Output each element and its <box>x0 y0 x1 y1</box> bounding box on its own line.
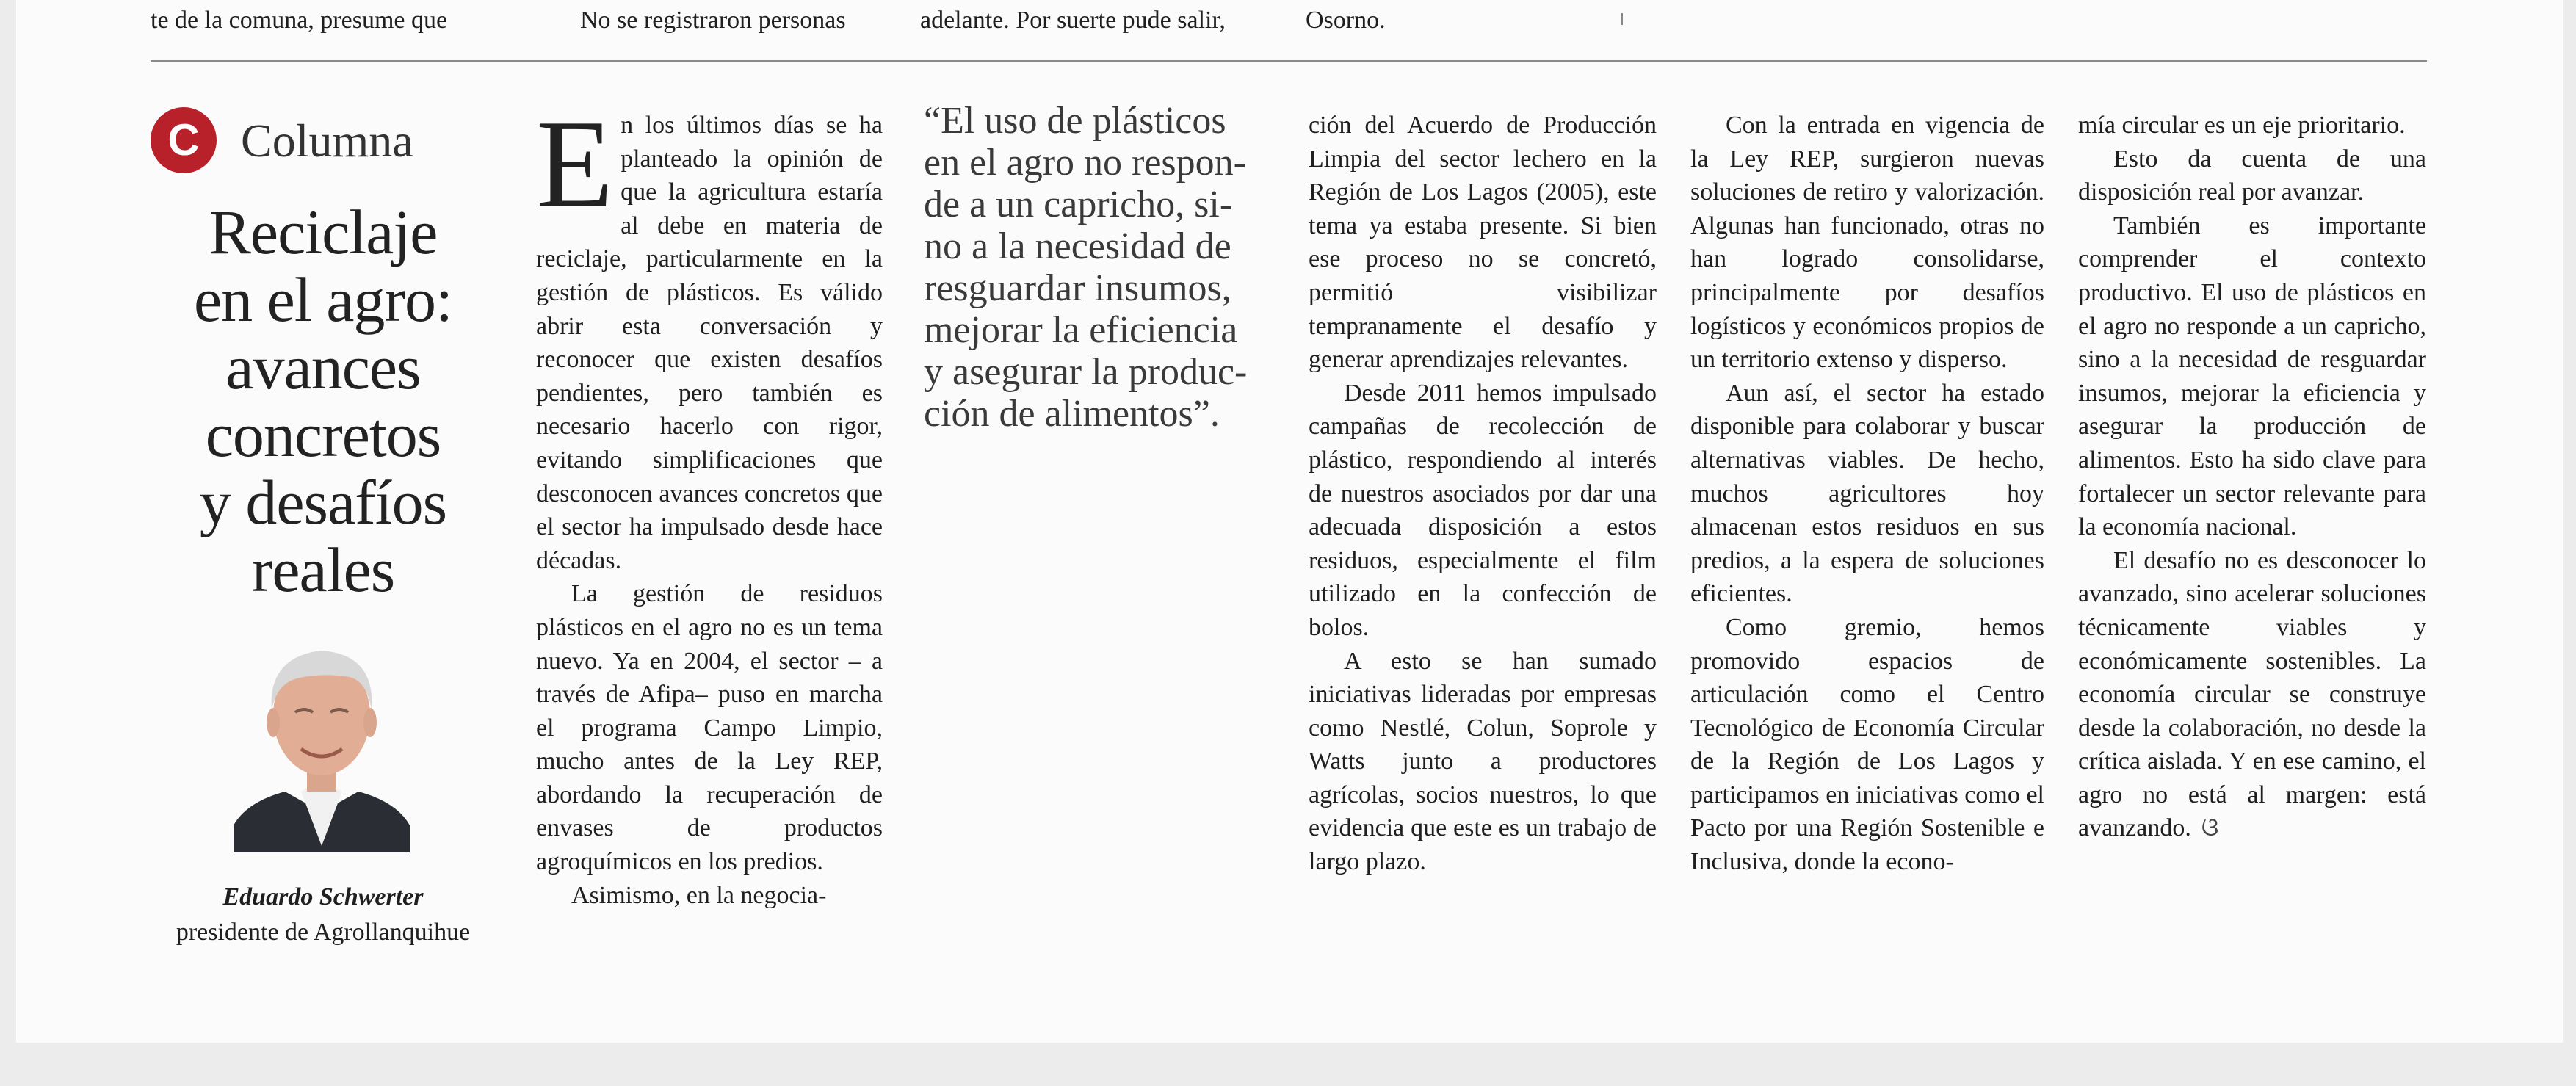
headline-line: concretos <box>205 399 441 470</box>
paragraph: A esto se han sumado iniciativas lideradas por empresas como Nestlé, Colun, Soprole y Watts junto a productores agrícolas, socios nuestros, lo que evidencia que este es un trabajo de largo plazo. <box>1309 647 1657 876</box>
author-name: Eduardo Schwerter <box>222 883 424 911</box>
pull-quote <box>924 100 1262 435</box>
paragraph: El desafío no es desconocer lo avanzado, sino acelerar soluciones técnicamente viables y económicamente sostenibles. La economía circular se construye desde la colaboración, no desde la crítica aislada. Y en ese camino, el agro no está al margen: está avanzando. <box>2078 546 2426 842</box>
top-snippet-3: adelante. Por suerte pude salir, <box>920 7 1226 34</box>
headline <box>151 198 496 604</box>
article-column-1 <box>536 95 883 912</box>
pull-quote-line: resguardar insumos, <box>924 267 1231 309</box>
paragraph: Esto da cuenta de una disposición real por avanzar. <box>2078 145 2426 206</box>
paragraph: También es importante comprender el contexto productivo. El uso de plásticos en el agro no responde a un capricho, sino a la necesidad de resguardar insumos, mejorar la eficiencia y asegurar la producción de alimentos. Esto ha sido clave para fortalecer un sector relevante para la economía nacional. <box>2078 211 2426 541</box>
article-column-4 <box>1690 109 2044 879</box>
article-column-5 <box>2078 109 2426 845</box>
paragraph: Aun así, el sector ha estado disponible para colaborar y buscar alternativas viables. De hecho, muchos agricultores hoy almacenan estos residuos en sus predios, a la espera de soluciones eficientes. <box>1690 379 2044 608</box>
pull-quote-line: de a un capricho, si- <box>924 184 1233 225</box>
pull-quote-line: ción de alimentos”. <box>924 393 1220 435</box>
headline-line: en el agro: <box>194 264 452 335</box>
paragraph: n los últimos días se ha planteado la opinión de que la agricultura estaría al debe en materia de reciclaje, particularmente en la gestión de plásticos. Es válido abrir esta conversación y reconocer que existen desafíos pendientes, pero también es necesario hacerlo con rigor, evitando simplificaciones que desconocen avances concretos que el sector ha impulsado desde hace décadas. <box>536 112 883 574</box>
top-snippet-1: te de la comuna, presume que <box>151 7 448 34</box>
pull-quote-line: “El uso de plásticos <box>924 100 1226 142</box>
pull-quote-line: en el agro no respon- <box>924 142 1246 184</box>
article-column-3 <box>1309 109 1657 879</box>
headline-line: Reciclaje <box>209 197 438 267</box>
section-rule <box>151 60 2427 62</box>
section-label: Columna <box>241 115 413 167</box>
column-tick <box>1621 13 1623 25</box>
author-portrait <box>234 629 410 852</box>
top-snippet-4: Osorno. <box>1306 7 1386 34</box>
paragraph: mía circular es un eje prioritario. <box>2078 112 2406 139</box>
paragraph: ción del Acuerdo de Producción Limpia del sector lechero en la Región de Los Lagos (2005), este tema ya estaba presente. Si bien ese proceso no se concretó, permitió visibilizar tempranamente el desafío y generar aprendizajes relevantes. <box>1309 112 1657 374</box>
end-mark-icon: ଓ <box>2201 813 2219 843</box>
pull-quote-line: mejorar la eficiencia <box>924 309 1238 351</box>
top-snippet-2: No se registraron personas <box>580 7 846 34</box>
paragraph: Con la entrada en vigencia de la Ley REP, surgieron nuevas soluciones de retiro y valorización. Algunas han funcionado, otras no han logrado consolidarse, principalmente por desafíos logísticos y económicos propios de un territorio extenso y disperso. <box>1690 112 2044 374</box>
drop-cap: E <box>536 95 614 234</box>
headline-line: reales <box>251 535 395 605</box>
paragraph: Desde 2011 hemos impulsado campañas de recolección de plástico, respondiendo al interés de nuestros asociados por dar una adecuada disposición a estos residuos, especialmente el film utilizado en la confección de bolos. <box>1309 379 1657 641</box>
column-badge-icon: C <box>151 107 217 173</box>
author-role: presidente de Agrollanquihue <box>176 919 471 946</box>
headline-line: avances <box>225 332 421 402</box>
paragraph: La gestión de residuos plásticos en el agro no es un tema nuevo. Ya en 2004, el sector – a través de Afipa– puso en marcha el programa Campo Limpio, mucho antes de la Ley REP, abordando la recuperación de envases de productos agroquímicos en los predios. <box>536 580 883 876</box>
pull-quote-line: no a la necesidad de <box>924 225 1231 267</box>
pull-quote-line: y asegurar la produc- <box>924 351 1248 393</box>
headline-line: y desafíos <box>199 467 447 537</box>
paragraph: Asimismo, en la negocia- <box>571 881 827 909</box>
paragraph: Como gremio, hemos promovido espacios de articulación como el Centro Tecnológico de Economía Circular de la Región de Los Lagos y participamos en iniciativas como el Pacto por una Región Sostenible e Inclusiva, donde la econo- <box>1690 613 2044 876</box>
